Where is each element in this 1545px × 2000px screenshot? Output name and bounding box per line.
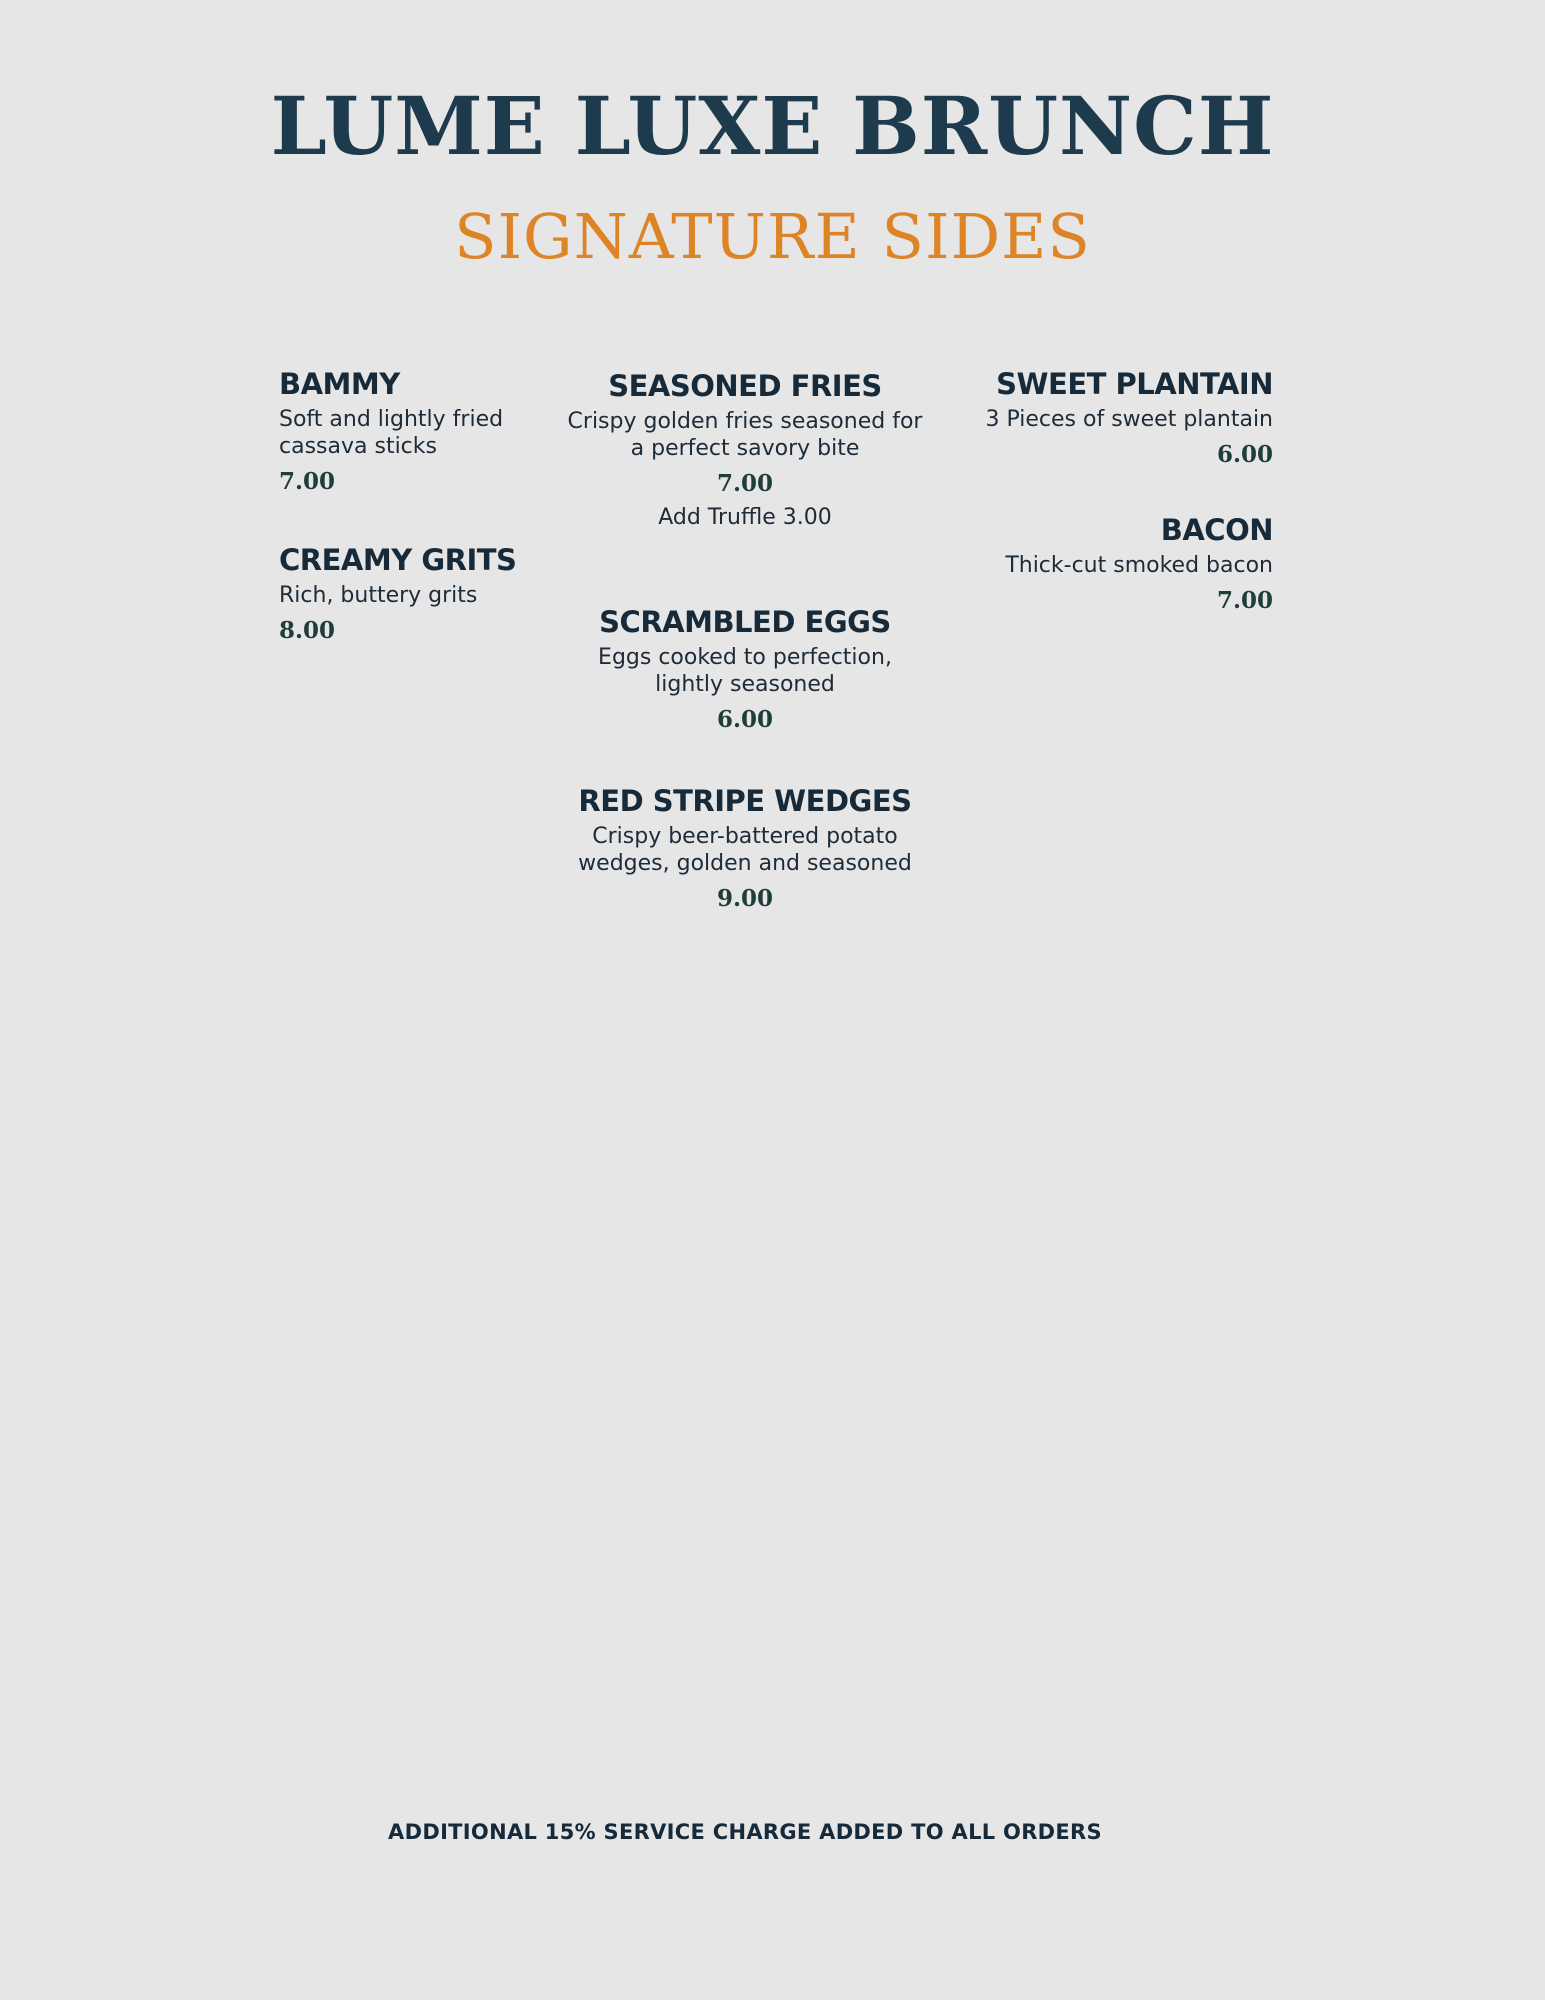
- item-description-line: Crispy beer-battered potato: [592, 824, 898, 849]
- item-addon: Add Truffle 3.00: [658, 505, 832, 530]
- item-description: [545, 408, 945, 462]
- item-name: SWEET PLANTAIN: [996, 367, 1273, 401]
- item-name: RED STRIPE WEDGES: [578, 784, 912, 818]
- item-description: [279, 406, 549, 460]
- item-description-line: a perfect savory bite: [630, 436, 860, 461]
- item-description: [279, 582, 579, 609]
- menu-title: LUME LUXE BRUNCH: [270, 79, 1275, 173]
- item-name: CREAMY GRITS: [279, 543, 517, 577]
- item-price: 7.00: [279, 468, 336, 495]
- menu-item-creamy-grits: [279, 542, 579, 645]
- item-description: [923, 406, 1273, 433]
- item-description: [545, 823, 945, 877]
- item-name: BACON: [1160, 513, 1273, 547]
- item-price: 8.00: [279, 617, 336, 644]
- service-charge-note: ADDITIONAL 15% SERVICE CHARGE ADDED TO ALL ORDERS: [388, 1820, 1102, 1844]
- item-description-line: wedges, golden and seasoned: [578, 851, 912, 876]
- item-price: 6.00: [716, 706, 774, 733]
- menu-item-red-stripe-wedges: [545, 783, 945, 913]
- item-price: 6.00: [1216, 441, 1273, 468]
- item-description-line: Crispy golden fries seasoned for: [567, 409, 923, 434]
- item-description-line: Thick-cut smoked bacon: [1005, 553, 1273, 578]
- item-description-line: Eggs cooked to perfection,: [598, 645, 892, 670]
- item-description: [545, 644, 945, 698]
- item-name: BAMMY: [279, 367, 400, 401]
- menu-item-seasoned-fries: [545, 368, 945, 531]
- menu-item-sweet-plantain: [923, 366, 1273, 469]
- item-description-line: 3 Pieces of sweet plantain: [985, 407, 1273, 432]
- item-price: 9.00: [716, 885, 774, 912]
- menu-subtitle: SIGNATURE SIDES: [454, 200, 1091, 273]
- item-description-line: Rich, buttery grits: [279, 583, 478, 608]
- item-description-line: cassava sticks: [279, 434, 437, 459]
- item-description-line: lightly seasoned: [655, 672, 835, 697]
- item-price: 7.00: [1216, 587, 1273, 614]
- item-description-line: Soft and lightly fried: [279, 407, 504, 432]
- menu-item-scrambled-eggs: [545, 604, 945, 734]
- menu-item-bammy: [279, 366, 549, 496]
- item-name: SCRAMBLED EGGS: [599, 605, 891, 639]
- item-description: [923, 552, 1273, 579]
- item-price: 7.00: [716, 470, 774, 497]
- menu-item-bacon: [923, 512, 1273, 615]
- item-name: SEASONED FRIES: [608, 369, 882, 403]
